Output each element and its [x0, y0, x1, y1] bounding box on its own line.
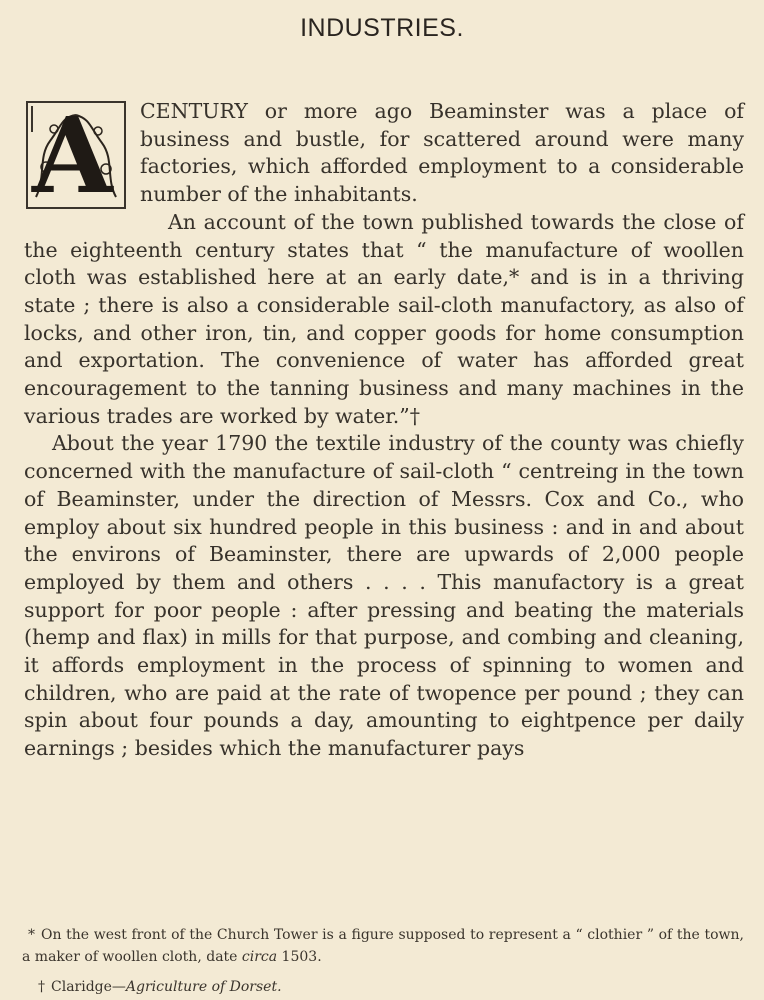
footnote-1	[22, 924, 744, 968]
dropcap-ornament	[31, 106, 33, 132]
footnote-1-italic: circa	[241, 949, 278, 965]
chapter-heading: INDUSTRIES.	[300, 14, 464, 42]
paragraph-1	[24, 98, 744, 209]
paragraph-3: About the year 1790 the textile industry of the county was chiefly concerned with the manufacture of sail-cloth “ centreing in the town of Beaminster, under the direction of Messrs. Cox and Co., who employ about six hundred people in this business : and in and about the environs of Beaminster, there are upwards of 2,000 people employed by them and others . . . . This manufactory is a great support for poor people : after pressing and beating the materials (hemp and flax) in mills for that purpose, and combing and cleaning, it affords employment in the process of spinning to women and children, who are paid at the rate of twopence per pound ; they can spin about four pounds a day, amounting to eightpence per daily earnings ; besides which the manufacturer pays	[24, 431, 744, 761]
paragraph-1-text: CENTURY or more ago Beaminster was a place of business and bustle, for scattered around were many factories, which afforded employment to a considerable number of the inhabitants.	[140, 99, 744, 207]
paragraph-2: An account of the town published towards the close of the eighteenth century states that “ the manufacture of woollen cloth was established here at an early date,* and is in a thriving state ; there is also a considerable sail-cloth manufactory, as also of locks, and other iron, tin, and copper goods for home consumption and exportation. The convenience of water has afforded great encouragement to the tanning business and many machines in the various trades are worked by water.”†	[24, 209, 744, 428]
footnote-2-text-before: Claridge—	[51, 979, 126, 995]
footnote-2-italic: Agriculture of Dorset.	[125, 979, 282, 995]
footnote-1-text-after: 1503.	[277, 949, 322, 965]
footnotes	[22, 924, 744, 998]
body-text	[24, 98, 744, 763]
footnote-1-text-before: On the west front of the Church Tower is a figure supposed to represent a “ clothier ” of the town, a maker of woollen cloth, date	[22, 927, 744, 965]
footnote-1-mark: *	[28, 927, 35, 943]
footnote-2	[22, 976, 744, 998]
illuminated-letter-a-icon	[26, 101, 126, 209]
footnote-2-mark: †	[38, 979, 45, 995]
